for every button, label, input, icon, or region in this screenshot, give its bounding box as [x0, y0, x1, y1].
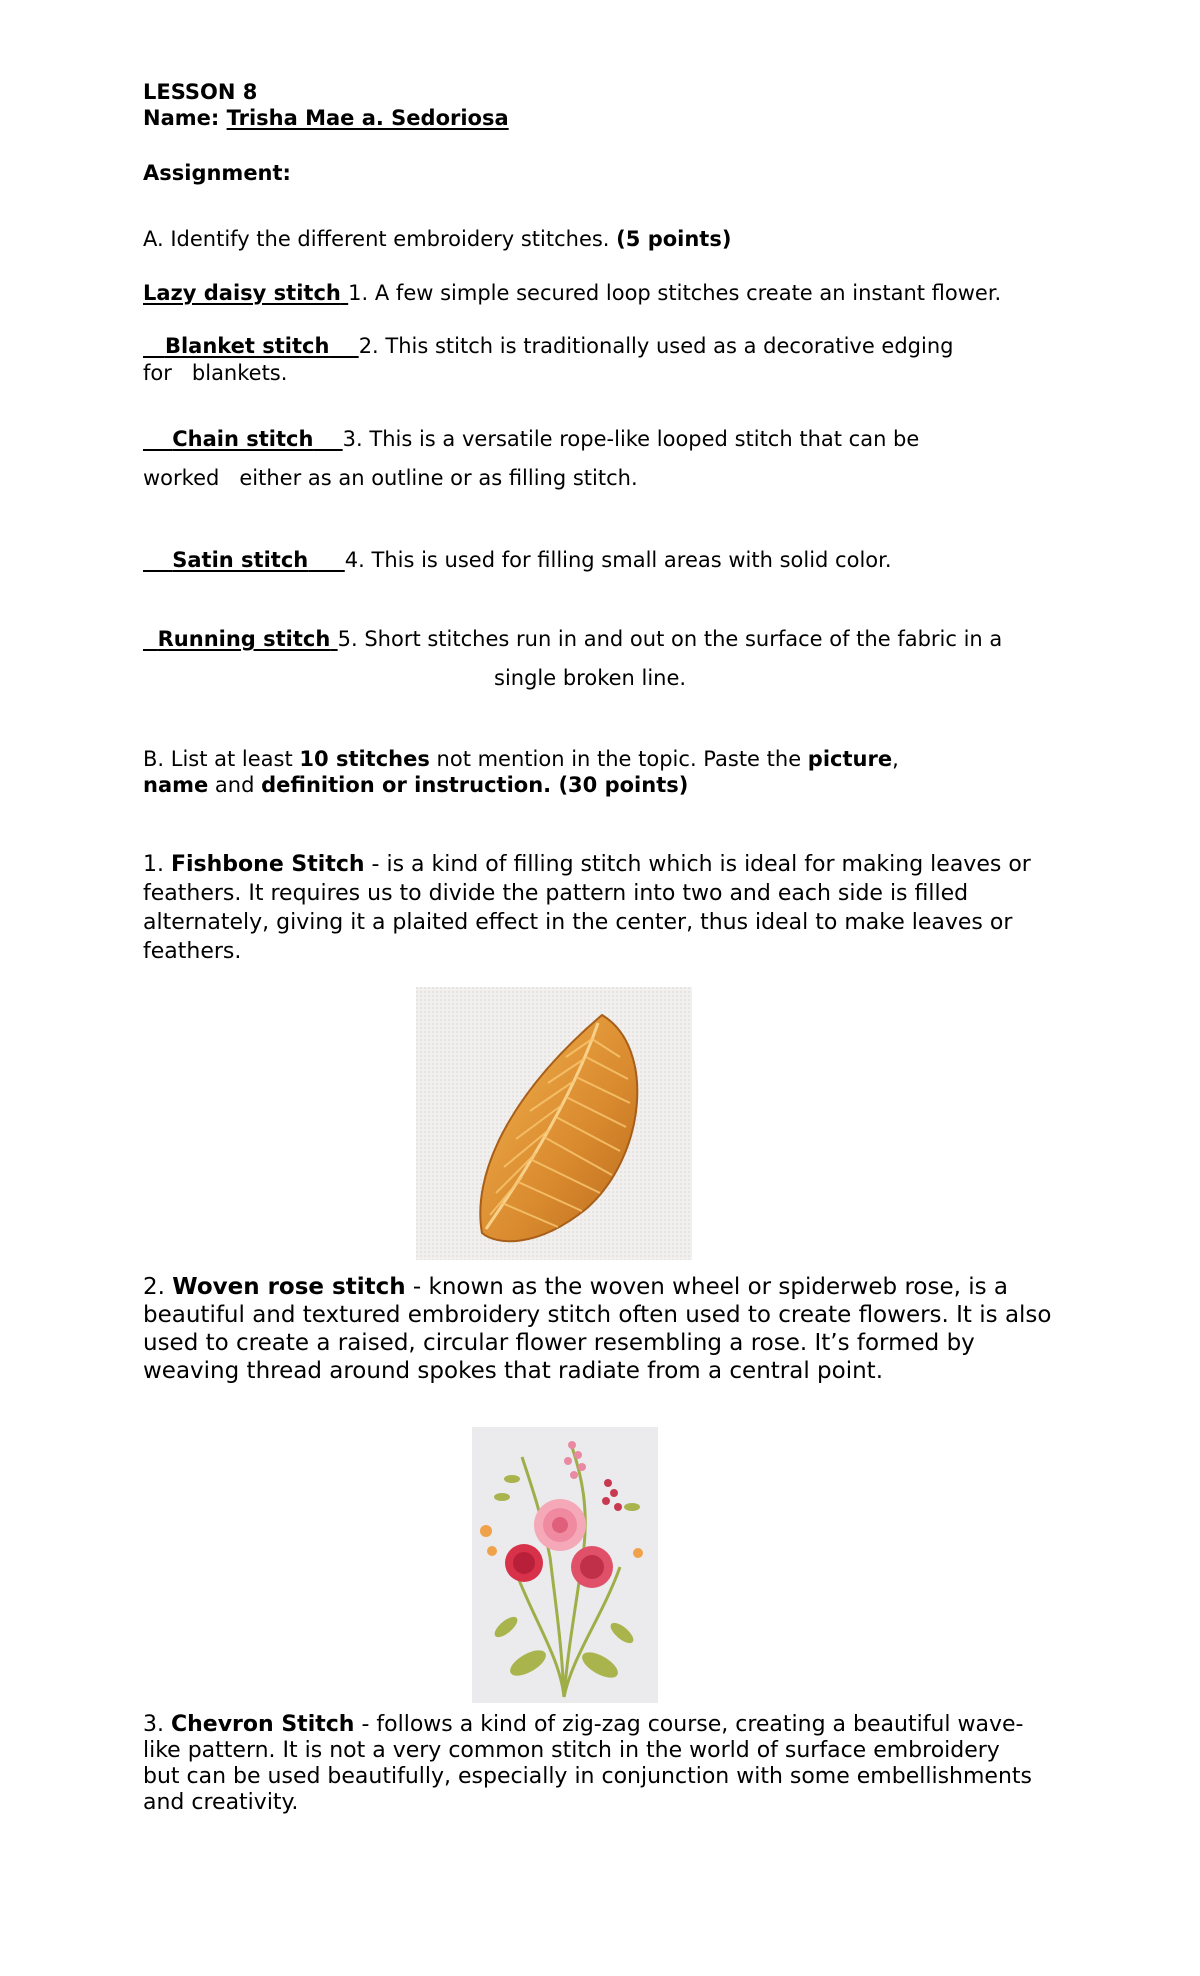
stitch-3-description: 3. Chevron Stitch - follows a kind of zig-zag course, creating a beautiful wave-like pattern. It is not a very common stitch in the world of surface embroidery but can be used beautifully, especially in conjunction with some embellishments and creativity. [143, 1712, 1032, 1815]
question-5-cont: single broken line. [494, 666, 687, 690]
answer-3: Chain stitch [172, 427, 314, 451]
woven-rose-stitch-photo [472, 1427, 658, 1703]
assignment-heading: Assignment: [143, 161, 291, 185]
stitch-2-description: 2. Woven rose stitch - known as the woven wheel or spiderweb rose, is a beautiful and textured embroidery stitch often used to create flowers. It is also used to create a raised, circular flower resembling a rose. It’s formed by weaving thread around spokes that radiate from a central point. [143, 1274, 1052, 1384]
name-label: Name: [143, 106, 220, 130]
part-a-points: (5 points) [616, 227, 732, 251]
answer-4: Satin stitch [172, 548, 309, 572]
answer-2: Blanket stitch [164, 334, 330, 358]
part-a-instruction [143, 227, 731, 251]
part-a-item-3 [143, 427, 919, 451]
part-a-item-4 [143, 548, 892, 572]
student-name: Trisha Mae a. Sedoriosa [226, 106, 509, 130]
part-a-item-5 [143, 627, 1002, 651]
lesson-title: LESSON 8 [143, 80, 258, 104]
answer-1: Lazy daisy stitch [143, 281, 341, 305]
part-a-item-2 [143, 334, 953, 358]
question-5: 5. Short stitches run in and out on the surface of the fabric in a [337, 627, 1003, 651]
question-2: 2. This stitch is traditionally used as a decorative edging [358, 334, 954, 358]
question-1: 1. A few simple secured loop stitches create an instant flower. [348, 281, 1002, 305]
part-a-text: A. Identify the different embroidery stitches. [143, 227, 610, 251]
question-4: 4. This is used for filling small areas with solid color. [344, 548, 892, 572]
question-3: 3. This is a versatile rope-like looped stitch that can be [342, 427, 920, 451]
part-a-item-1 [143, 281, 1001, 305]
student-name-line [143, 106, 509, 130]
question-2-cont: for blankets. [143, 361, 288, 385]
part-b-instruction-line1: B. List at least 10 stitches not mention in the topic. Paste the picture, [143, 747, 899, 771]
fishbone-stitch-photo [416, 987, 692, 1260]
answer-5: Running stitch [157, 627, 331, 651]
question-3-cont: worked either as an outline or as filling stitch. [143, 466, 638, 490]
part-b-instruction-line2: name and definition or instruction. (30 points) [143, 773, 689, 797]
stitch-1-description: 1. Fishbone Stitch - is a kind of filling stitch which is ideal for making leaves or feathers. It requires us to divide the pattern into two and each side is filled alternately, giving it a plaited effect in the center, thus ideal to make leaves or feathers. [143, 852, 1031, 964]
